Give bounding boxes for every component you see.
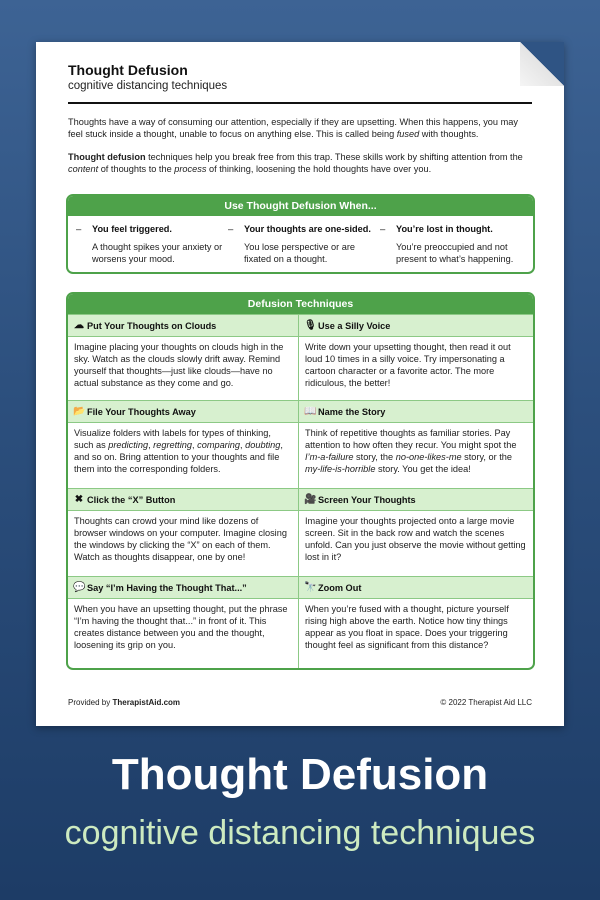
document-subtitle: cognitive distancing techniques (68, 80, 228, 92)
video-camera-icon: 🎥 (304, 494, 317, 505)
worksheet-page (36, 42, 564, 726)
technique-header-zoom-out: 🔭 Zoom Out (299, 576, 533, 598)
when-item-title: You feel triggered. (92, 224, 172, 234)
when-item-title: Your thoughts are one-sided. (244, 224, 371, 234)
when-item-desc: A thought spikes your anxiety or worsens your mood. (92, 242, 223, 264)
speech-bubble-icon: 💬 (73, 582, 86, 593)
banner-subtitle: cognitive distancing techniques (64, 814, 536, 852)
close-circle-icon: ✖ (74, 494, 84, 505)
when-heading: Use Thought Defusion When... (68, 196, 533, 216)
technique-body-zoom-out: When you’re fused with a thought, picture yourself rising high above the earth. Notice how tiny things appear as you float in space. Does your triggering thought feel as significant from this distance? (299, 598, 533, 668)
technique-body-file: Visualize folders with labels for types of thinking, such as predicting, regretting, comparing, doubting, and so on. Bring attention to your thoughts and file them into the corresponding folders. (68, 422, 298, 488)
when-item-title: You’re lost in thought. (396, 224, 493, 234)
techniques-box (66, 292, 535, 670)
technique-header-silly-voice: 🎙 Use a Silly Voice (299, 314, 533, 336)
intro-paragraph-2: Thought defusion techniques help you break free from this trap. These skills work by shifting attention from the content of thoughts to the process of thinking, loosening the hold thoughts have over you. (68, 152, 523, 174)
technique-header-story: 📖 Name the Story (299, 400, 533, 422)
title-divider (68, 102, 532, 104)
technique-body-screen: Imagine your thoughts projected onto a large movie screen. Sit in the back row and watch the scenes unfold. Can you just observe the movie without getting lost in it? (299, 510, 533, 576)
when-item-desc: You lose perspective or are fixated on a thought. (244, 242, 355, 264)
provided-by: Provided by TherapistAid.com (68, 698, 181, 707)
technique-header-clouds: ☁ Put Your Thoughts on Clouds (68, 314, 298, 336)
banner-title: Thought Defusion (111, 750, 489, 799)
technique-header-file: 📂 File Your Thoughts Away (68, 400, 298, 422)
book-icon: 📖 (304, 406, 317, 417)
folder-icon: 📂 (73, 406, 86, 417)
technique-header-screen: 🎥 Screen Your Thoughts (299, 488, 533, 510)
intro-paragraph-1: Thoughts have a way of consuming our attention, especially if they are upsetting. When this happens, you may feel stuck inside a thought, unable to focus on anything else. This is called being fused with thoughts. (68, 117, 518, 139)
cloud-icon: ☁ (74, 320, 84, 331)
when-item-desc: You’re preoccupied and not present to what’s happening. (396, 242, 514, 264)
technique-header-x-button: ✖ Click the “X” Button (68, 488, 298, 510)
technique-body-clouds: Imagine placing your thoughts on clouds high in the sky. Watch as the clouds slowly drift away. Remind yourself that thoughts—just like clouds—have no actual substance as they come and go. (68, 336, 298, 400)
technique-body-story: Think of repetitive thoughts as familiar stories. Pay attention to how often they recur. You might spot the I’m-a-failure story, the no-one-likes-me story, or the my-life-is-horrible story. You get the idea! (299, 422, 533, 488)
technique-body-having-thought: When you have an upsetting thought, put the phrase “I’m having the thought that...” in front of it. This creates distance between you and the thought, loosening its grip on you. (68, 598, 298, 668)
brand-link[interactable]: TherapistAid.com (112, 698, 181, 707)
techniques-heading: Defusion Techniques (68, 294, 533, 314)
bullet-dash: – (380, 224, 386, 235)
page-fold-corner (520, 42, 564, 86)
technique-header-having-thought: 💬 Say “I’m Having the Thought That...” (68, 576, 298, 598)
bullet-dash: – (228, 224, 234, 235)
telescope-icon: 🔭 (304, 582, 317, 593)
document-title: Thought Defusion (68, 62, 188, 78)
bullet-dash: – (76, 224, 82, 235)
technique-body-x-button: Thoughts can crowd your mind like dozens of browser windows on your computer. Imagine closing the windows by clicking the “X” on each of them. Watch as thoughts disappear, one by one! (68, 510, 298, 576)
microphone-icon: 🎙 (304, 320, 317, 331)
technique-body-silly-voice: Write down your upsetting thought, then read it out loud 10 times in a silly voice. Try impersonating a cartoon character or a favorite actor. The more ridiculous, the better! (299, 336, 533, 400)
copyright: © 2022 Therapist Aid LLC (440, 698, 532, 707)
when-box (66, 194, 535, 274)
